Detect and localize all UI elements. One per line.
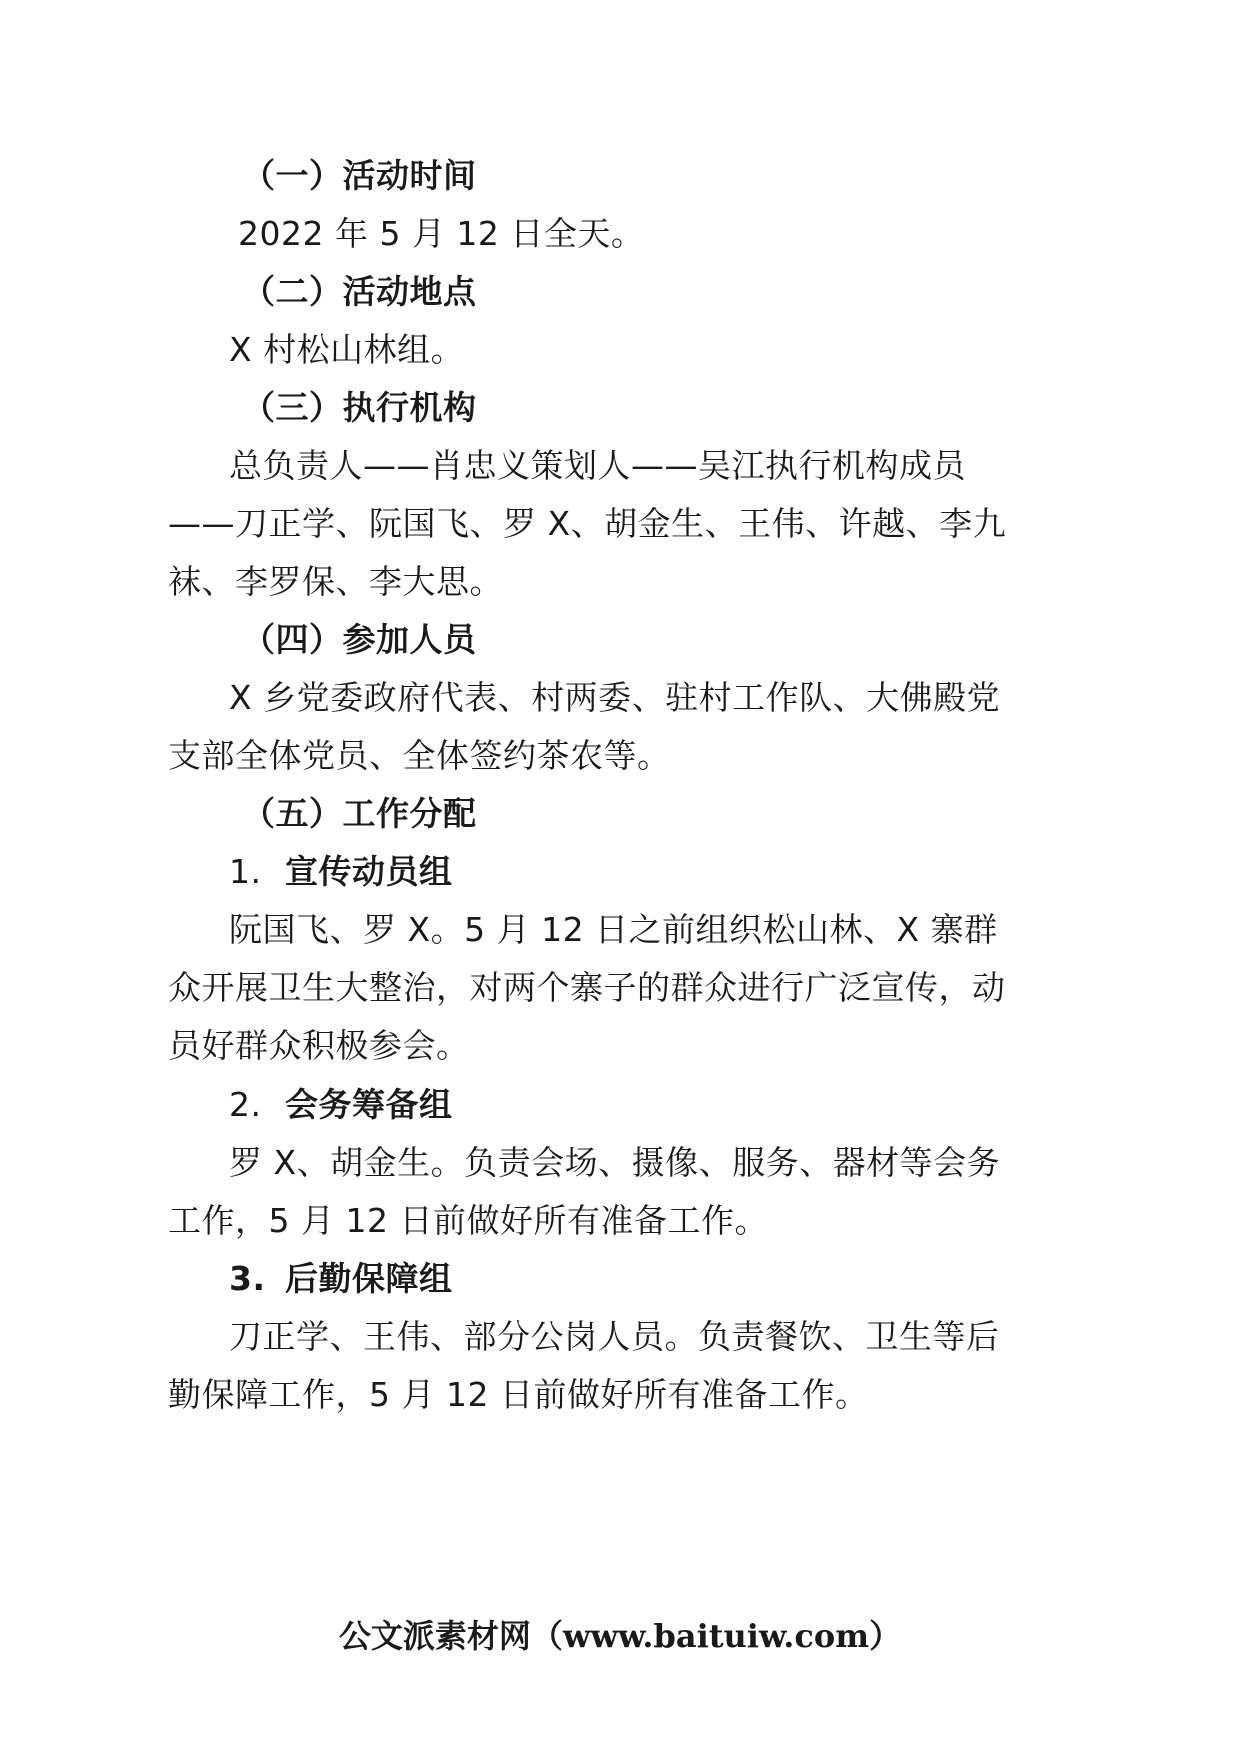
heading-activity-place: （二）活动地点 (242, 272, 477, 311)
group-1-line-1: 阮国飞、罗 X。5 月 12 日之前组织松山林、X 寨群 (229, 910, 998, 949)
execution-org-line-2: ——刀正学、阮国飞、罗 X、胡金生、王伟、许越、李九 (168, 504, 1007, 543)
heading-work-assignment: （五）工作分配 (242, 794, 477, 833)
group-3-line-2: 勤保障工作，5 月 12 日前做好所有准备工作。 (168, 1375, 869, 1414)
participants-line-2: 支部全体党员、全体签约茶农等。 (168, 736, 671, 775)
execution-org-line-1: 总负责人——肖忠义策划人——吴江执行机构成员 (229, 446, 966, 485)
participants-line-1: X 乡党委政府代表、村两委、驻村工作队、大佛殿党 (229, 678, 1001, 717)
footer-watermark-text: 公文派素材网（www.baituiw.com） (338, 1617, 902, 1655)
group-2-line-2: 工作，5 月 12 日前做好所有准备工作。 (168, 1201, 768, 1240)
group-1-title: 宣传动员组 (285, 852, 453, 891)
group-2-number: 2. (229, 1085, 262, 1124)
group-3-number: 3. (229, 1259, 266, 1298)
execution-org-line-3: 袜、李罗保、李大思。 (168, 562, 503, 601)
heading-participants: （四）参加人员 (242, 620, 477, 659)
activity-time-text: 2022 年 5 月 12 日全天。 (238, 214, 645, 253)
group-3-title: 后勤保障组 (285, 1259, 453, 1298)
heading-execution-org: （三）执行机构 (242, 388, 477, 427)
group-3-line-1: 刀正学、王伟、部分公岗人员。负责餐饮、卫生等后 (229, 1317, 1000, 1356)
group-2-title: 会务筹备组 (285, 1085, 453, 1124)
activity-place-text: X 村松山林组。 (229, 330, 465, 369)
heading-activity-time: （一）活动时间 (242, 156, 477, 195)
group-1-line-3: 员好群众积极参会。 (168, 1026, 470, 1065)
group-1-line-2: 众开展卫生大整治，对两个寨子的群众进行广泛宣传，动 (168, 968, 1006, 1007)
group-1-number: 1. (229, 852, 262, 891)
group-2-line-1: 罗 X、胡金生。负责会场、摄像、服务、器材等会务 (229, 1143, 1001, 1182)
